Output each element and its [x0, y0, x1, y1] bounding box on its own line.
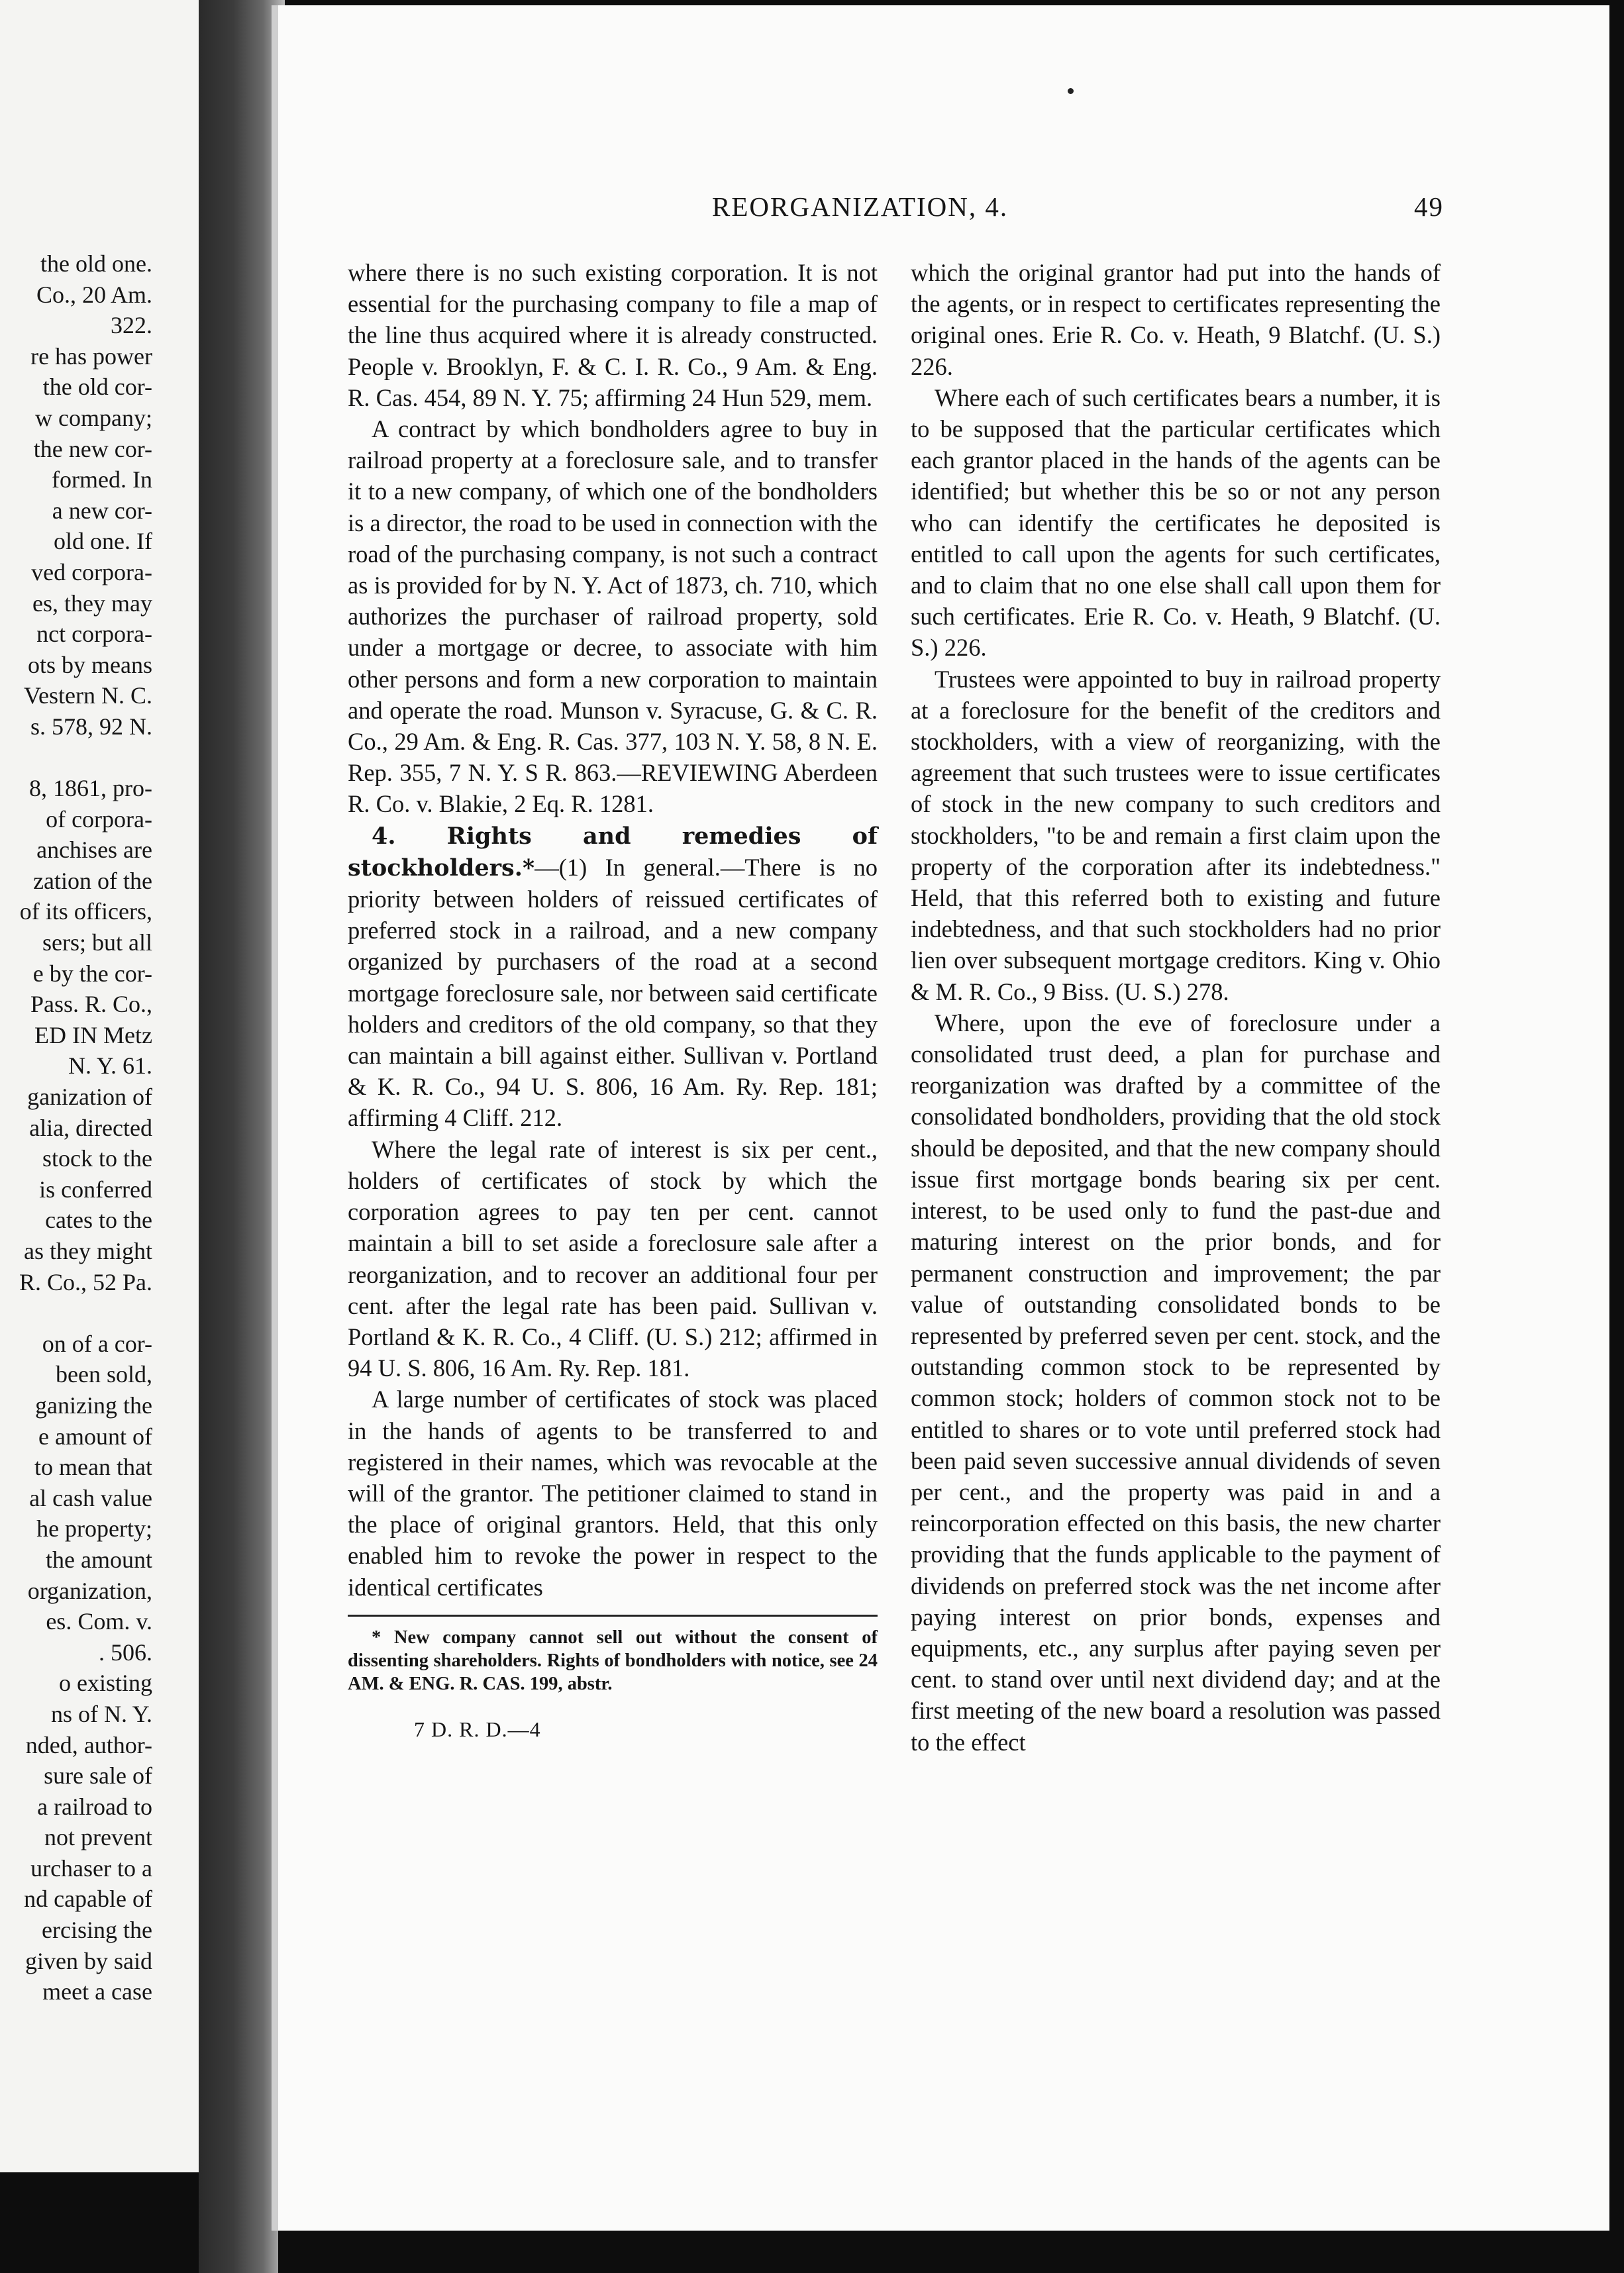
facing-page-line: the new cor- — [33, 435, 152, 462]
facing-page-line: ganizing the — [35, 1391, 152, 1419]
facing-page-line: R. Co., 52 Pa. — [19, 1268, 152, 1295]
facing-page-line: the old cor- — [42, 374, 152, 401]
section-text: —(1) In general.—There is no priority between holders of reissued certificates of preferred stock in a railroad, and a new company organized by purchasers of the road at a second mortgage foreclosure sale, nor between said certificate holders and creditors of the old company, so that they can maintain a bill against either. Sullivan v. Portland & K. R. Co., 94 U. S. 806, 16 Am. Ry. Rep. 181; affirming 4 Cliff. 212. — [348, 853, 878, 1132]
facing-page-line: ved corpora- — [31, 558, 152, 585]
page-mark — [1068, 88, 1074, 94]
facing-page-line: sure sale of — [44, 1762, 152, 1790]
facing-page-line: e amount of — [38, 1423, 152, 1450]
facing-page-line: old one. If — [54, 528, 152, 555]
paragraph: A contract by which bondholders agree to buy in railroad property at a foreclosure sale, and to transfer it to a new company, of which one of the bondholders is a director, the road to be used in connection with the road of the purchasing company, is not such a contract as is provided for by N. Y. Act of 1873, ch. 710, which authorizes the purchaser of railroad property, sold under a mortgage or decree, to associate with him other persons and form a new corporation to maintain and operate the road. Munson v. Syracuse, G. & C. R. Co., 29 Am. & Eng. R. Cas. 377, 103 N. Y. 58, 8 N. E. Rep. 355, 7 N. Y. S R. 863.—REVIEWING Aberdeen R. Co. v. Blakie, 2 Eq. R. 1281. — [348, 415, 878, 818]
facing-page-line: sers; but all — [42, 929, 152, 956]
facing-page-line: of corpora- — [46, 805, 152, 833]
paragraph: A large number of certificates of stock was placed in the hands of agents to be transferred to and registered in their names, which was revocable at the will of the grantor. The petitioner claimed to stand in the place of original grantors. Held, that this only enabled him to revoke the power in respect to the identical certificates — [348, 1386, 878, 1601]
right-column — [911, 257, 1441, 1758]
facing-page-line: nct corpora- — [36, 621, 152, 648]
facing-page-text — [0, 248, 152, 2007]
facing-page-line: a railroad to — [37, 1793, 152, 1820]
signature-mark: 7 D. R. D.—4 — [414, 1717, 541, 1741]
running-title: REORGANIZATION, 4. — [712, 191, 1009, 222]
paragraph: Where the legal rate of interest is six per cent., holders of certificates of stock by which the corporation agrees to pay ten per cent. cannot maintain a bill to set aside a foreclosure sale after a reorganization, and to recover an additional four per cent. after the legal rate has been paid. Sullivan v. Portland & K. R. Co., 4 Cliff. (U. S.) 212; affirmed in 94 U. S. 806, 16 Am. Ry. Rep. 181. — [348, 1135, 878, 1382]
facing-page-line: es. Com. v. — [46, 1608, 152, 1635]
facing-page-line: been sold, — [56, 1361, 152, 1388]
facing-page-line: re has power — [30, 342, 152, 370]
facing-page-line: is conferred — [39, 1176, 152, 1203]
facing-page-line: al cash value — [29, 1484, 152, 1511]
facing-page-line: anchises are — [36, 836, 152, 864]
facing-page-line: Pass. R. Co., — [30, 991, 152, 1018]
facing-page-line: nded, author- — [25, 1731, 152, 1758]
facing-page-line: a new cor- — [52, 497, 152, 524]
facing-page — [0, 0, 201, 2172]
facing-page-line: ots by means — [28, 651, 152, 678]
facing-page-line: not prevent — [44, 1824, 152, 1851]
paragraph: Trustees were appointed to buy in railroad property at a foreclosure for the benefit of the creditors and stockholders, with a view of reorganizing, with the agreement that such trustees were to issue certificates of stock in the new company to such creditors and stockholders, "to be and remain a first claim upon the property of the corporation after its indebtedness." Held, that this referred both to existing and future indebtedness, and that such stockholders had no prior lien over subsequent mortgage creditors. King v. Ohio & M. R. Co., 9 Biss. (U. S.) 278. — [911, 665, 1441, 1005]
facing-page-line: he property; — [36, 1515, 152, 1542]
facing-page-line: to mean that — [34, 1454, 152, 1481]
section-paragraph — [348, 820, 878, 1134]
facing-page-line: Co., 20 Am. — [36, 281, 152, 308]
facing-page-line: e by the cor- — [32, 960, 152, 987]
facing-page-line — [0, 742, 152, 774]
facing-page-line: nd capable of — [24, 1886, 152, 1913]
facing-page-line: formed. In — [52, 466, 152, 493]
facing-page-line: w company; — [35, 404, 152, 431]
facing-page-line: ns of N. Y. — [50, 1700, 152, 1727]
book-page — [272, 5, 1609, 2231]
facing-page-line — [0, 1297, 152, 1329]
facing-page-line: the old one. — [40, 250, 152, 277]
paragraph: which the original grantor had put into the hands of the agents, or in respect to certificates representing the original ones. Erie R. Co. v. Heath, 9 Blatchf. (U. S.) 226. — [911, 259, 1441, 380]
section-heading: 4. Rights and remedies of stockholders.* — [348, 822, 878, 882]
paragraph: Where each of such certificates bears a number, it is to be supposed that the particular certificates which each grantor placed in the hands of the agents can be identified; but whether this be so or not any person who can identify the certificates he deposited is entitled to call upon the agents for such certificates, and to claim that no one else shall call upon them for such certificates. Erie R. Co. v. Heath, 9 Blatchf. (U. S.) 226. — [911, 383, 1441, 662]
footnote: * New company cannot sell out without the consent of dissenting shareholders. Rights of bondholders with notice, see 24 AM. & ENG. R. CAS. 199, abstr. — [348, 1627, 878, 1694]
facing-page-line: 8, 1861, pro- — [29, 775, 152, 802]
paragraph: Where, upon the eve of foreclosure under a consolidated trust deed, a plan for purchase and reorganization was drafted by a committee of the consolidated bondholders, providing that the old stock should be deposited, and that the new company should issue first mortgage bonds bearing six per cent. interest, to be used only to fund the past-due and maturing interest on the prior bonds, and for permanent construction and improvement; the par value of outstanding consolidated bonds to be represented by preferred seven per cent. stock, and the outstanding common stock to be represented by common stock; holders of common stock not to be entitled to shares or to vote until preferred stock had been paid seven successive annual dividends of seven per cent., and the property was paid in and a reincorporation effected on this basis, the new charter providing that the funds applicable to the payment of dividends on preferred stock was the net income after paying interest on prior bonds, expenses and equipments, etc., any surplus after paying seven per cent. to stand over until next dividend day; and at the first meeting of the new board a resolution was passed to the effect — [911, 1009, 1441, 1756]
facing-page-line: . 506. — [99, 1639, 152, 1666]
left-column — [348, 257, 878, 1745]
facing-page-line: N. Y. 61. — [68, 1052, 152, 1080]
facing-page-line: of its officers, — [19, 898, 152, 925]
facing-page-line: es, they may — [32, 589, 152, 617]
facing-page-line: cates to the — [45, 1207, 152, 1234]
paragraph: where there is no such existing corporation. It is not essential for the purchasing company to file a map of the line thus acquired where it is already constructed. People v. Brooklyn, F. & C. I. R. Co., 9 Am. & Eng. R. Cas. 454, 89 N. Y. 75; affirming 24 Hun 529, mem. — [348, 259, 878, 411]
facing-page-line: alia, directed — [29, 1114, 152, 1141]
facing-page-line: o existing — [59, 1670, 152, 1697]
facing-page-line: the amount — [46, 1546, 152, 1573]
scan-border — [278, 2231, 1624, 2273]
facing-page-line: given by said — [25, 1947, 152, 1974]
facing-page-line: 322. — [111, 312, 152, 339]
facing-page-line: stock to the — [42, 1145, 152, 1172]
facing-page-line: zation of the — [33, 867, 152, 894]
page-number: 49 — [1414, 191, 1444, 222]
facing-page-line: meet a case — [42, 1978, 152, 2005]
facing-page-line: organization, — [27, 1577, 152, 1604]
facing-page-line: s. 578, 92 N. — [30, 713, 152, 740]
facing-page-line: on of a cor- — [42, 1330, 152, 1357]
page-header — [278, 185, 1609, 225]
facing-page-line: ED IN Metz — [34, 1021, 152, 1048]
facing-page-line: urchaser to a — [30, 1854, 152, 1882]
facing-page-line: Vestern N. C. — [24, 682, 152, 709]
facing-page-line: ercising the — [42, 1917, 152, 1944]
facing-page-line: as they might — [24, 1238, 152, 1264]
facing-page-line: ganization of — [27, 1084, 152, 1111]
footnote-rule — [348, 1615, 878, 1617]
